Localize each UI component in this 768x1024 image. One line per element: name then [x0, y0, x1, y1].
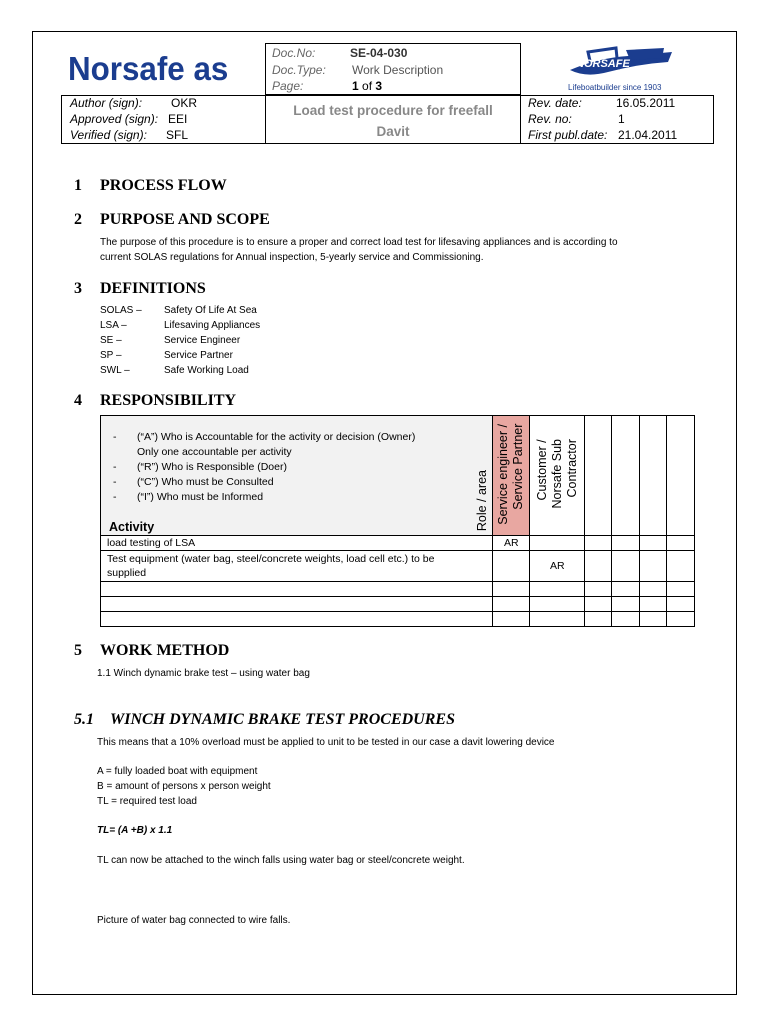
- legend-item: - (“I”) Who must be Informed: [113, 491, 264, 503]
- first-publ-date: 21.04.2011: [618, 128, 678, 142]
- section-3-heading: 3 DEFINITIONS: [74, 280, 206, 297]
- empty-header-cell: [667, 416, 695, 536]
- definition-item: SE – Service Engineer: [100, 335, 241, 346]
- empty-header-cell: [640, 416, 667, 536]
- customer-cell: [530, 536, 585, 551]
- legend-item: - (“C”) Who must be Consulted: [113, 476, 274, 488]
- definition-a: A = fully loaded boat with equipment: [97, 766, 258, 777]
- verified-label: Verified (sign):: [70, 128, 147, 142]
- norsafe-brand-logo: [568, 46, 676, 94]
- definition-item: SP – Service Partner: [100, 350, 233, 361]
- table-row: [101, 551, 695, 582]
- table-header-row: [101, 416, 695, 536]
- section-1-heading: 1 PROCESS FLOW: [74, 177, 227, 194]
- doc-no-label: Doc.No:: [272, 46, 316, 60]
- first-publ-label: First publ.date:: [528, 128, 608, 142]
- table-row: [101, 597, 695, 612]
- definition-item: SOLAS – Safety Of Life At Sea: [100, 305, 257, 316]
- doc-no: SE-04-030: [350, 46, 408, 60]
- section-4-heading: 4 RESPONSIBILITY: [74, 392, 237, 409]
- definitions-list: [100, 303, 260, 378]
- section-5-1-heading: 5.1 WINCH DYNAMIC BRAKE TEST PROCEDURES: [74, 711, 455, 728]
- customer-header: Customer / Norsafe Sub Contractor: [530, 416, 585, 536]
- legend-item: - (“A”) Who is Accountable for the activity or decision (Owner): [113, 431, 416, 443]
- activity-cell: Test equipment (water bag, steel/concrete weights, load cell etc.) to be supplied: [101, 551, 493, 582]
- author: OKR: [171, 96, 198, 110]
- procedure-intro: This means that a 10% overload must be applied to unit to be tested in our case a davit lowering device: [97, 737, 555, 748]
- section-2-heading: 2 PURPOSE AND SCOPE: [74, 211, 270, 228]
- role-area-label: Role / area: [475, 469, 490, 531]
- se-cell: [493, 551, 530, 582]
- empty-header-cell: [585, 416, 612, 536]
- test-load-formula: TL= (A +B) x 1.1: [97, 825, 173, 836]
- doc-type-label: Doc.Type:: [272, 63, 326, 77]
- purpose-text: The purpose of this procedure is to ensure a proper and correct load test for lifesaving appliances and is according to current SOLAS regulations for Annual inspection, 5-yearly service and Commissioning.: [100, 237, 618, 263]
- definition-item: SWL – Safe Working Load: [100, 365, 249, 376]
- definition-item: LSA – Lifesaving Appliances: [100, 320, 261, 331]
- brand-tagline: Lifeboatbuilder since 1903: [568, 83, 662, 92]
- table-row: [101, 536, 695, 551]
- legend-item: Only one accountable per activity: [137, 446, 292, 458]
- rev-date-label: Rev. date:: [528, 96, 582, 110]
- work-method-item: 1.1 Winch dynamic brake test – using water bag: [97, 668, 310, 679]
- approved-label: Approved (sign):: [70, 112, 159, 126]
- approved: EEI: [168, 112, 188, 126]
- attach-text: TL can now be attached to the winch falls using water bag or steel/concrete weight.: [97, 855, 465, 866]
- page-label: Page:: [272, 79, 304, 93]
- definition-b: B = amount of persons x person weight: [97, 781, 271, 792]
- boat-logo-icon: [568, 46, 676, 84]
- verified: SFL: [166, 128, 189, 142]
- legend-item: - (“R”) Who is Responsible (Doer): [113, 461, 287, 473]
- picture-caption: Picture of water bag connected to wire falls.: [97, 915, 291, 926]
- svg-text:NORSAFE: NORSAFE: [576, 58, 630, 70]
- responsibility-table: [100, 415, 695, 627]
- definition-tl: TL = required test load: [97, 796, 197, 807]
- customer-cell: AR: [530, 551, 585, 582]
- author-label: Author (sign):: [70, 96, 143, 110]
- se-cell: AR: [493, 536, 530, 551]
- company-logo: Norsafe as: [68, 50, 229, 87]
- page-number: 1 of 3: [352, 79, 383, 93]
- service-engineer-header: Service engineer / Service Partner: [493, 416, 530, 536]
- empty-header-cell: [612, 416, 640, 536]
- table-row: [101, 582, 695, 597]
- doc-info-box: [265, 43, 521, 95]
- activity-label: Activity: [109, 520, 155, 534]
- table-row: [101, 612, 695, 627]
- legend-cell: [101, 416, 493, 536]
- doc-type: Work Description: [352, 63, 444, 77]
- rev-no: 1: [618, 112, 625, 126]
- rev-no-label: Rev. no:: [528, 112, 572, 126]
- section-5-heading: 5 WORK METHOD: [74, 642, 230, 659]
- rev-date: 16.05.2011: [616, 96, 676, 110]
- document-title: Load test procedure for freefall Davit: [293, 103, 493, 139]
- activity-cell: load testing of LSA: [101, 536, 493, 551]
